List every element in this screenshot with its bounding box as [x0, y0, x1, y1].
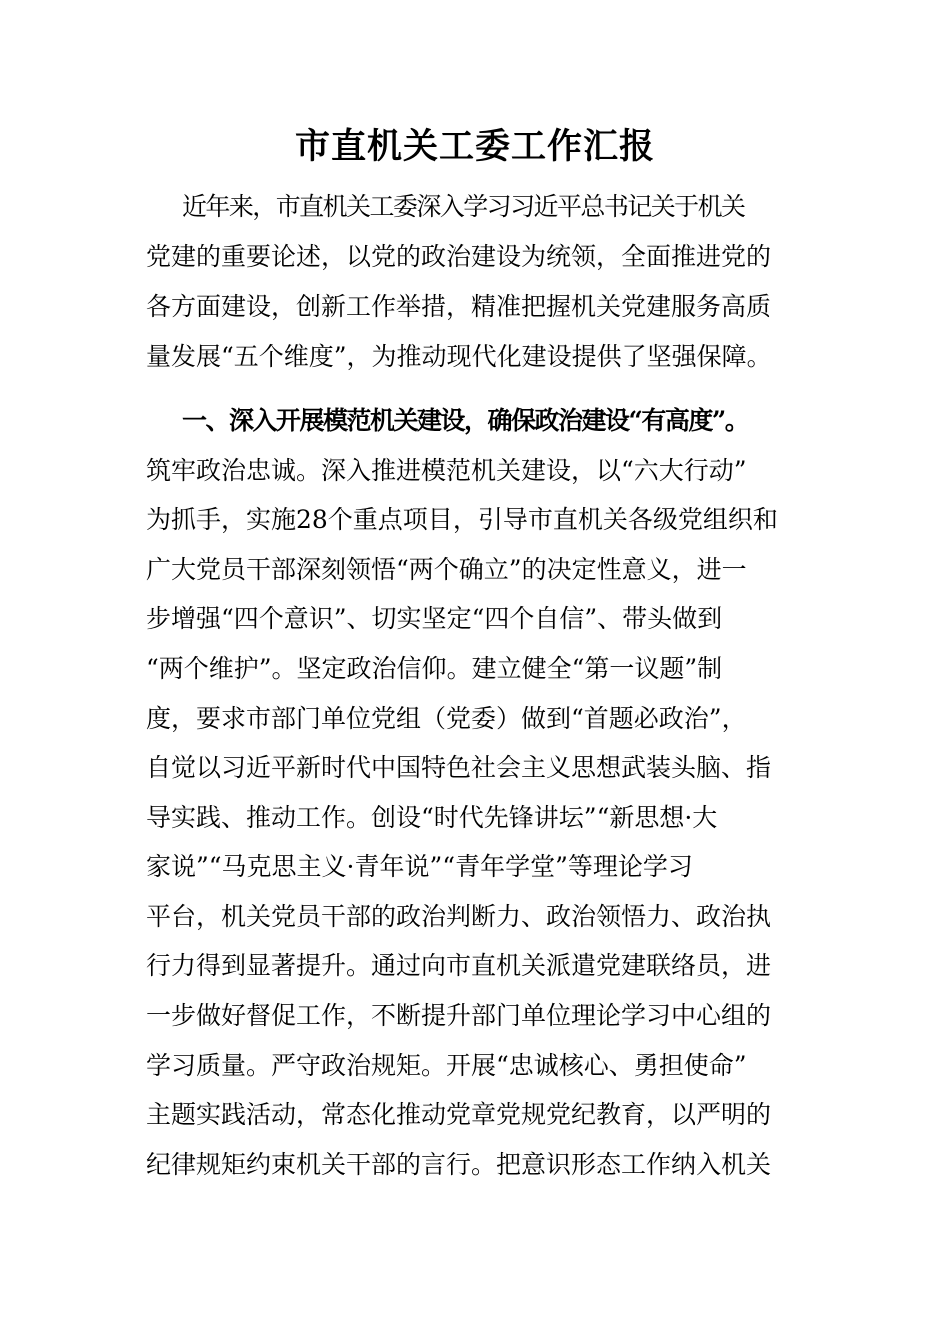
paragraph-line: 主题实践活动，常态化推动党章党规党纪教育，以严明的 — [146, 1100, 772, 1129]
paragraph-line: 学习质量。严守政治规矩。开展“忠诚核心、勇担使命” — [146, 1051, 747, 1080]
paragraph-line: 平台，机关党员干部的政治判断力、政治领悟力、政治执 — [146, 902, 772, 931]
paragraph-line: 纪律规矩约束机关干部的言行。把意识形态工作纳入机关 — [146, 1150, 772, 1179]
paragraph-line: 度，要求市部门单位党组（党委）做到“首题必政治”， — [146, 704, 747, 733]
paragraph-line: 近年来，市直机关工委深入学习习近平总书记关于机关 — [182, 192, 745, 221]
paragraph-line: 党建的重要论述，以党的政治建设为统领，全面推进党的 — [146, 242, 772, 271]
paragraph-line: 广大党员干部深刻领悟“两个确立”的决定性意义，进一 — [146, 555, 747, 584]
paragraph-line: 一步做好督促工作，不断提升部门单位理论学习中心组的 — [146, 1001, 772, 1030]
paragraph-line: 家说”“马克思主义·青年说”“青年学堂”等理论学习 — [146, 852, 693, 881]
paragraph-line: 导实践、推动工作。创设“时代先锋讲坛”“新思想·大 — [146, 803, 718, 832]
paragraph-line: 量发展“五个维度”，为推动现代化建设提供了坚强保障。 — [146, 342, 772, 371]
paragraph-line: 各方面建设，创新工作举措，精准把握机关党建服务高质 — [146, 292, 772, 321]
section-heading: 一、深入开展模范机关建设，确保政治建设“有高度”。 — [182, 406, 749, 435]
paragraph-line: 自觉以习近平新时代中国特色社会主义思想武装头脑、指 — [146, 753, 772, 782]
paragraph-line: “两个维护”。坚定政治信仰。建立健全“第一议题”制 — [146, 654, 723, 683]
document-title: 市直机关工委工作汇报 — [294, 126, 655, 167]
paragraph-line: 步增强“四个意识”、切实坚定“四个自信”、带头做到 — [146, 604, 723, 633]
paragraph-line: 为抓手，实施28个重点项目，引导市直机关各级党组织和 — [146, 505, 778, 534]
paragraph-line: 筑牢政治忠诚。深入推进模范机关建设，以“六大行动” — [146, 456, 747, 485]
paragraph-line: 行力得到显著提升。通过向市直机关派遣党建联络员，进 — [146, 951, 772, 980]
